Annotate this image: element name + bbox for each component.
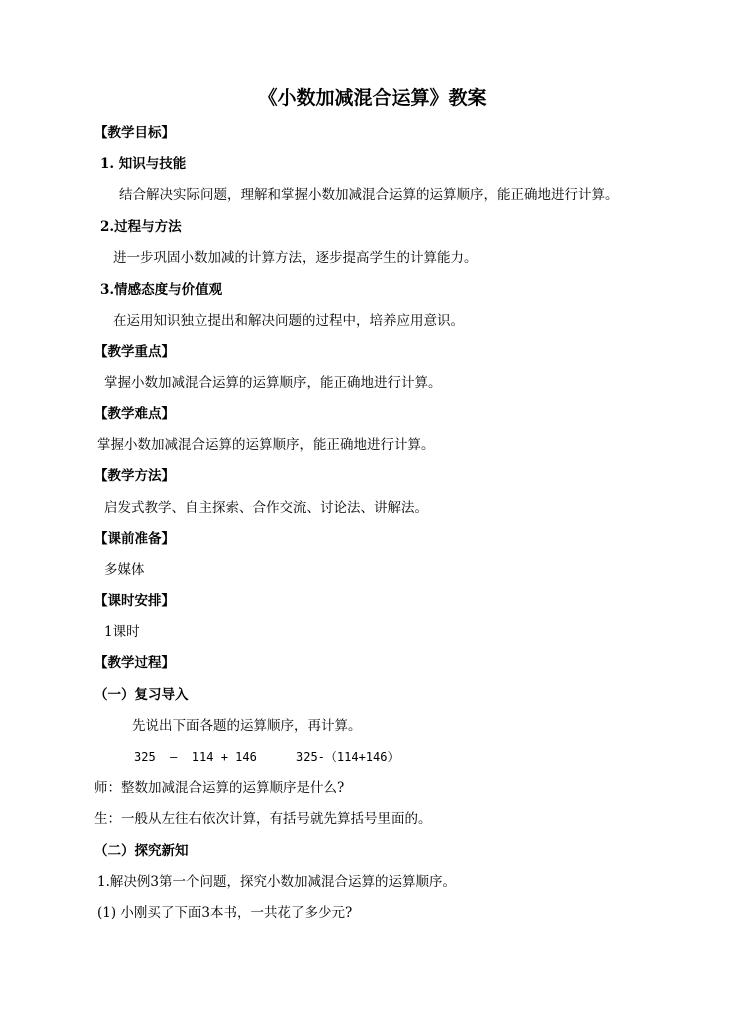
goals-section-3-heading: 3.情感态度与价值观 (100, 282, 223, 298)
difficulties-text: 掌握小数加减混合运算的运算顺序，能正确地进行计算。 (97, 437, 435, 453)
process-part-2-heading: （二）探究新知 (94, 843, 189, 859)
preparation-heading: 【课前准备】 (94, 531, 175, 547)
expression-2: 325-（114+146） (296, 750, 400, 764)
methods-heading: 【教学方法】 (94, 468, 175, 484)
goals-heading: 【教学目标】 (94, 125, 175, 141)
teacher-question: 师：整数加减混合运算的运算顺序是什么? (94, 780, 345, 796)
process-item-1-question: (1) 小刚买了下面3本书，一共花了多少元? (97, 905, 353, 921)
process-part-1-heading: （一）复习导入 (94, 687, 189, 703)
goals-section-2-text: 进一步巩固小数加减的计算方法，逐步提高学生的计算能力。 (113, 250, 478, 266)
process-part-1-instruction: 先说出下面各题的运算顺序，再计算。 (132, 718, 362, 734)
goals-section-1-text: 结合解决实际问题，理解和掌握小数加减混合运算的运算顺序，能正确地进行计算。 (119, 187, 619, 203)
process-heading: 【教学过程】 (94, 655, 175, 671)
goals-section-1-heading: 1. 知识与技能 (100, 156, 187, 172)
schedule-text: 1课时 (104, 624, 140, 640)
preparation-text: 多媒体 (104, 562, 145, 578)
key-points-text: 掌握小数加减混合运算的运算顺序，能正确地进行计算。 (104, 375, 442, 391)
difficulties-heading: 【教学难点】 (94, 406, 175, 422)
methods-text: 启发式教学、自主探索、合作交流、讨论法、讲解法。 (104, 500, 428, 516)
schedule-heading: 【课时安排】 (94, 593, 175, 609)
key-points-heading: 【教学重点】 (94, 344, 175, 360)
goals-section-2-heading: 2.过程与方法 (100, 219, 182, 235)
goals-section-3-text: 在运用知识独立提出和解决问题的过程中，培养应用意识。 (113, 313, 464, 329)
student-answer: 生：一般从左往右依次计算，有括号就先算括号里面的。 (94, 811, 432, 827)
process-item-1: 1.解决例3第一个问题，探究小数加减混合运算的运算顺序。 (97, 874, 456, 890)
expression-1: 325 – 114 + 146 (134, 750, 257, 764)
page-title: 《小数加减混合运算》教案 (258, 87, 487, 109)
